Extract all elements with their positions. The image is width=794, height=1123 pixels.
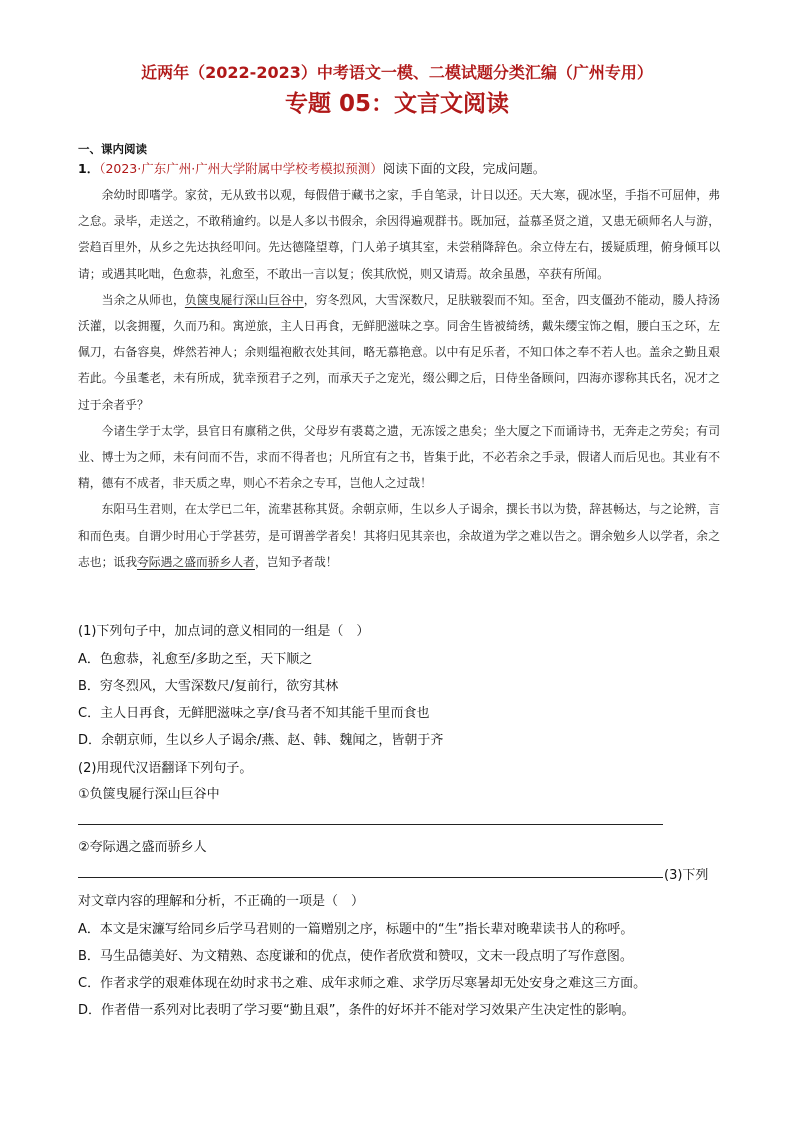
- sub-question-2-stem: (2)用现代汉语翻译下列句子。: [78, 761, 253, 776]
- passage-text: 当余之从师也，: [101, 292, 185, 307]
- question-number: 1．: [78, 161, 100, 176]
- question-1-header: [78, 159, 545, 177]
- option-d: D．作者借一系列对比表明了学习要“勤且艰”，条件的好坏并不能对学习效果产生决定性的影响。: [78, 1003, 635, 1018]
- question-source: （2023·广东广州·广州大学附属中学校考模拟预测）: [99, 161, 383, 176]
- sub-question-3-number: (3)下列: [664, 868, 709, 883]
- passage-text: ，穷冬烈风，大雪深数尺，足肤皲裂而不知。至舍，四支僵劲不能动，媵人持汤沃灌，以衾拥覆，久而乃和。寓逆旅，主人日再食，无鲜肥滋味之享。同舍生皆被绮绣，戴朱缨宝饰之帽，腰白玉之环，左佩刀，右备容臭，烨然若神人；余则缊袍敝衣处其间，略无慕艳意。以中有足乐者，不知口体之奉不若人也。盖余之勤且艰若此。今虽耄老，未有所成，犹幸预君子之列，而承天子之宠光，缀公卿之后，日侍坐备顾问，四海亦谬称其氏名，况才之过于余者乎？: [78, 292, 720, 412]
- option-b: B．马生品德美好、为文精熟、态度谦和的优点，使作者欣赏和赞叹，文末一段点明了写作意图。: [78, 949, 633, 964]
- option-c: C．主人日再食，无鲜肥滋味之享/食马者不知其能千里而食也: [78, 706, 430, 721]
- document-title: 近两年（2022-2023）中考语文一模、二模试题分类汇编（广州专用）: [141, 63, 653, 82]
- sub-question-3-stem: 对文章内容的理解和分析，不正确的一项是（ ）: [78, 894, 365, 909]
- passage-text: 东阳马生君则，在太学已二年，流辈甚称其贤。余朝京师，生以乡人子谒余，撰长书以为贽，辞甚畅达，与之论辨，言和而色夷。自谓少时用心于学甚劳，是可谓善学者矣！其将归见其亲也，余故道为学之难以告之。谓余勉乡人以学者，余之志也；诋我: [78, 502, 720, 569]
- document-subtitle: 专题 05：文言文阅读: [284, 91, 509, 117]
- answer-line-1[interactable]: [78, 824, 663, 825]
- passage-paragraph-3: 今诸生学于太学，县官日有廪稍之供，父母岁有裘葛之遗，无冻馁之患矣；坐大厦之下而诵诗书，无奔走之劳矣；有司业、博士为之师，未有问而不告，求而不得者也；凡所宜有之书，皆集于此，不必若余之手录，假诸人而后见也。其业有不精，德有不成者，非天质之卑，则心不若余之专耳，岂他人之过哉！: [78, 423, 720, 491]
- passage-paragraph-4: [78, 496, 720, 575]
- translate-sentence-1: ①负箧曳屣行深山巨谷中: [78, 787, 220, 802]
- option-a: A．色愈恭，礼愈至/多助之至，天下顺之: [78, 652, 313, 667]
- classical-passage: [78, 182, 720, 575]
- answer-line-2[interactable]: [78, 877, 663, 878]
- passage-paragraph-1: 余幼时即嗜学。家贫，无从致书以观，每假借于藏书之家，手自笔录，计日以还。天大寒，砚冰坚，手指不可屈伸，弗之怠。录毕，走送之，不敢稍逾约。以是人多以书假余，余因得遍观群书。既加冠，益慕圣贤之道，又患无硕师名人与游，尝趋百里外，从乡之先达执经叩问。先达德隆望尊，门人弟子填其室，未尝稍降辞色。余立侍左右，援疑质理，俯身倾耳以请；或遇其叱咄，色愈恭，礼愈至，不敢出一言以复；俟其欣悦，则又请焉。故余虽愚，卒获有所闻。: [78, 188, 720, 281]
- section-heading: 一、课内阅读: [78, 142, 147, 156]
- question-instruction: 阅读下面的文段，完成问题。: [382, 161, 546, 176]
- underlined-sentence-2: 夸际遇之盛而骄乡人者: [137, 554, 255, 569]
- translate-sentence-2: ②夸际遇之盛而骄乡人: [78, 840, 207, 855]
- sub-question-1-stem: (1)下列句子中，加点词的意义相同的一组是（ ）: [78, 624, 370, 639]
- underlined-sentence-1: 负箧曳屣行深山巨谷中: [184, 292, 304, 307]
- option-b: B．穷冬烈风，大雪深数尺/复前行，欲穷其林: [78, 679, 339, 694]
- option-d: D．余朝京师，生以乡人子谒余/燕、赵、韩、魏闻之，皆朝于齐: [78, 733, 444, 748]
- passage-text: ，岂知予者哉！: [254, 554, 338, 569]
- option-c: C．作者求学的艰难体现在幼时求书之难、成年求师之难、求学历尽寒暑却无处安身之难这三方面。: [78, 976, 647, 991]
- passage-paragraph-2: [78, 287, 720, 418]
- option-a: A．本文是宋濂写给同乡后学马君则的一篇赠别之序，标题中的“生”指长辈对晚辈读书人的称呼。: [78, 922, 634, 937]
